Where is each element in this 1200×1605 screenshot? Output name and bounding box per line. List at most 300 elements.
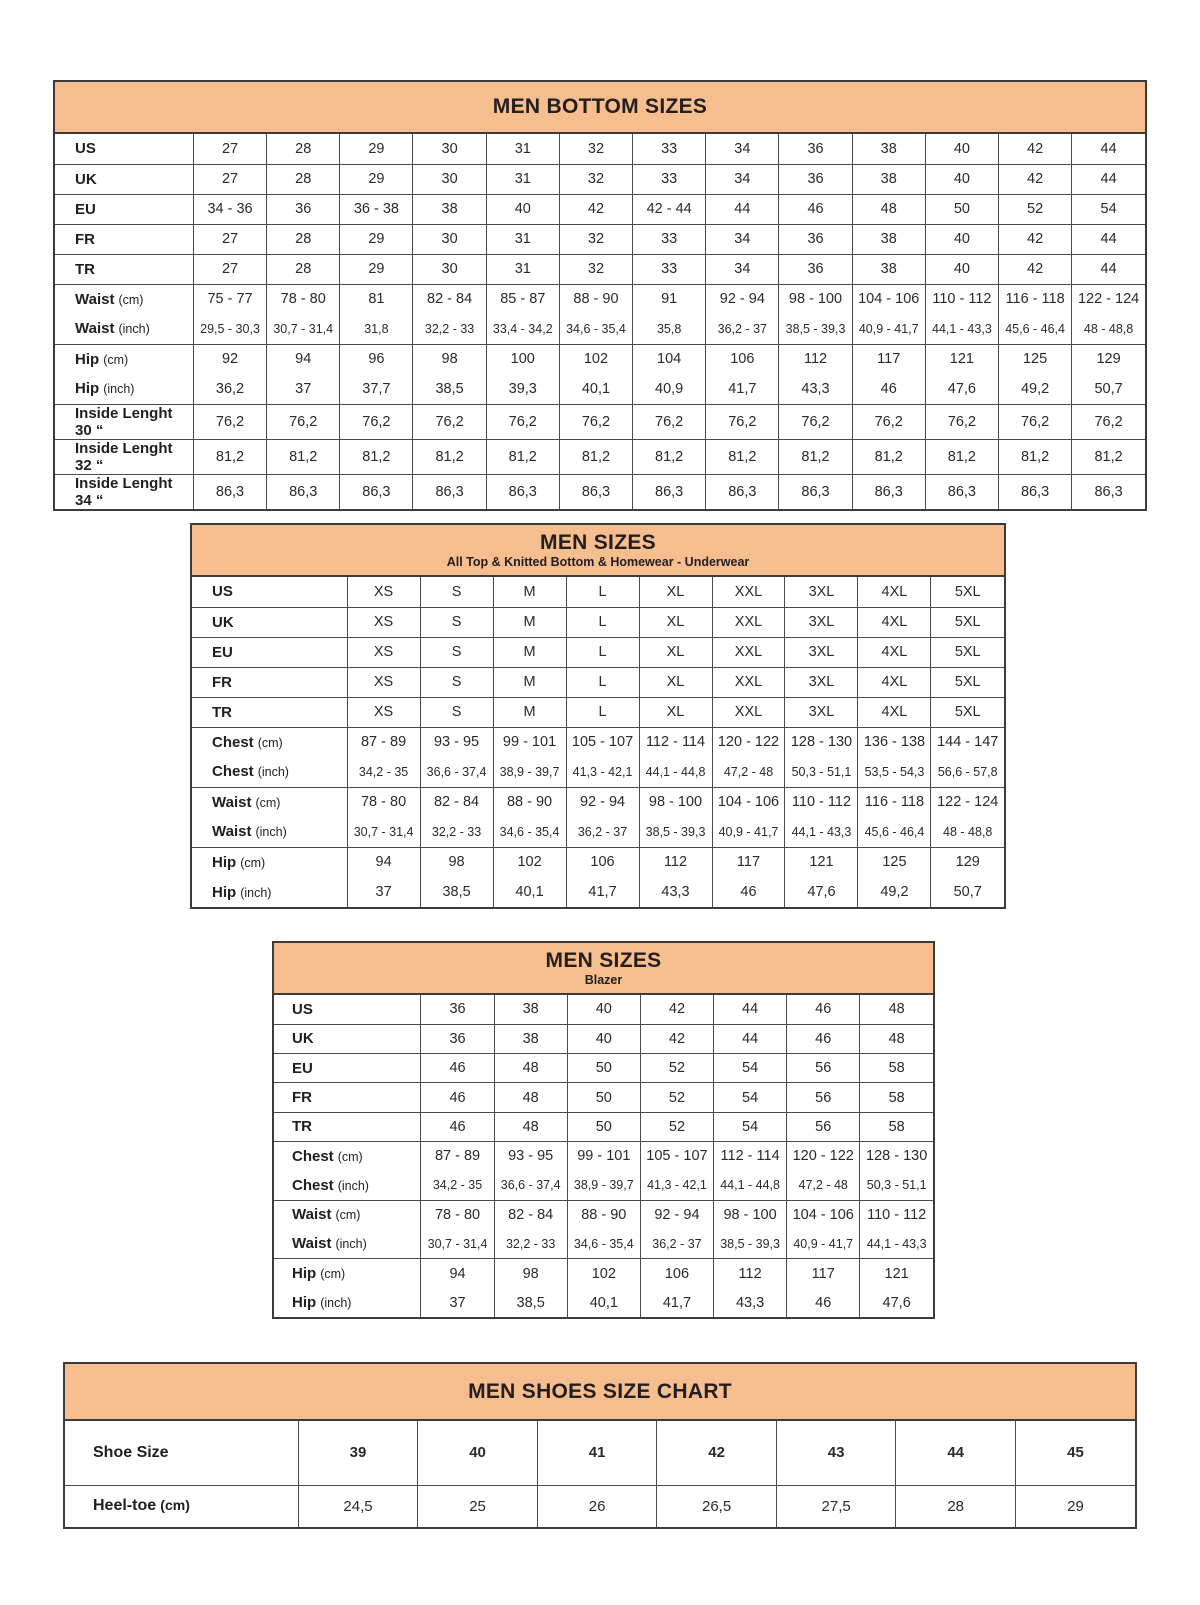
row-label: Chest [212,763,254,781]
row-label-cell [55,134,193,164]
size-value-cell: XXL [712,637,785,667]
row-label-cell [55,314,193,344]
size-value-cell: 86,3 [413,474,486,509]
size-value-cell: 4XL [858,637,931,667]
size-value-cell: 44 [1072,224,1145,254]
size-value-cell: 78 - 80 [347,787,420,817]
size-value-cell: 56 [787,1112,860,1141]
table-row [192,697,1004,727]
size-value-cell: 98 [494,1259,567,1288]
size-value-cell: 42 [998,224,1071,254]
row-label: Hip [75,380,100,398]
row-label-cell [55,224,193,254]
size-value-cell: 56 [787,1083,860,1112]
row-label-cell [192,637,347,667]
size-value-cell: 42 [998,254,1071,284]
size-value-cell: 46 [712,877,785,907]
size-value-cell: 38,9 - 39,7 [493,757,566,787]
size-value-cell: 76,2 [852,404,925,439]
table-header [65,1364,1135,1421]
row-label-cell [274,1054,421,1083]
size-value-cell: 125 [858,847,931,877]
size-value-cell: 5XL [931,667,1004,697]
size-value-cell: 144 - 147 [931,727,1004,757]
size-value-cell: 128 - 130 [860,1141,933,1170]
size-value-cell: 78 - 80 [267,284,340,314]
table-row [65,1421,1135,1485]
size-value-cell: 50 [925,194,998,224]
size-value-cell: 27 [193,254,266,284]
row-label-cell [274,1288,421,1317]
table-row [192,787,1004,817]
row-label-cell [192,877,347,907]
row-label: FR [75,230,95,248]
size-value-cell: 88 - 90 [567,1200,640,1229]
row-label-cell [274,1171,421,1200]
size-value-cell: 105 - 107 [566,727,639,757]
size-value-cell: 44 [714,1024,787,1053]
size-value-cell: 44 [896,1421,1016,1485]
table-row [274,995,933,1024]
size-value-cell: 36 [779,164,852,194]
row-label-cell [192,757,347,787]
size-value-cell: XS [347,607,420,637]
size-value-cell: 34 [706,164,779,194]
size-value-cell: 31 [486,134,559,164]
size-value-cell: 50,3 - 51,1 [860,1171,933,1200]
size-value-cell: 48 [860,1024,933,1053]
size-value-cell: 76,2 [193,404,266,439]
table-row [55,164,1145,194]
size-value-cell: 40 [418,1421,538,1485]
size-value-cell: XS [347,577,420,607]
size-value-cell: 44 [706,194,779,224]
size-value-cell: XS [347,637,420,667]
size-value-cell: 34,2 - 35 [347,757,420,787]
size-value-cell: 40,9 - 41,7 [852,314,925,344]
table-row [55,224,1145,254]
size-value-cell: 33,4 - 34,2 [486,314,559,344]
size-value-cell: 44,1 - 43,3 [860,1229,933,1258]
table-subtitle: Blazer [584,972,623,987]
size-value-cell: 47,6 [785,877,858,907]
size-value-cell: 43,3 [714,1288,787,1317]
size-value-cell: 33 [633,164,706,194]
size-value-cell: 136 - 138 [858,727,931,757]
size-value-cell: 86,3 [1072,474,1145,509]
size-value-cell: 129 [931,847,1004,877]
table-row [55,404,1145,439]
size-value-cell: 106 [706,344,779,374]
size-value-cell: 34 [706,134,779,164]
size-value-cell: 98 [413,344,486,374]
row-unit: (inch) [118,322,150,337]
row-label-cell [274,1200,421,1229]
size-value-cell: 87 - 89 [421,1141,494,1170]
size-value-cell: 46 [421,1112,494,1141]
size-value-cell: 32,2 - 33 [494,1229,567,1258]
row-unit: (inch) [255,825,287,840]
size-value-cell: 48 [494,1083,567,1112]
size-value-cell: 28 [267,164,340,194]
size-value-cell: 36,2 - 37 [640,1229,713,1258]
size-value-cell: 86,3 [706,474,779,509]
size-value-cell: 44,1 - 44,8 [639,757,712,787]
size-value-cell: 81,2 [340,439,413,474]
size-value-cell: 36 [421,995,494,1024]
size-value-cell: 36 [267,194,340,224]
men-sizes-top-table [190,523,1006,909]
size-value-cell: 38,5 - 39,3 [779,314,852,344]
size-value-cell: 50 [567,1112,640,1141]
size-value-cell: 87 - 89 [347,727,420,757]
size-value-cell: 28 [267,224,340,254]
row-unit: (inch) [320,1296,352,1311]
table-row [55,474,1145,509]
size-value-cell: 36,6 - 37,4 [494,1171,567,1200]
size-value-cell: 50,7 [931,877,1004,907]
row-label: UK [212,613,234,631]
row-label: EU [212,643,233,661]
row-unit: (cm) [160,1497,190,1514]
row-label-cell [55,474,193,509]
size-value-cell: 81,2 [706,439,779,474]
row-unit: (cm) [335,1208,361,1223]
row-label-cell [274,995,421,1024]
size-value-cell: 85 - 87 [486,284,559,314]
size-value-cell: 102 [567,1259,640,1288]
size-value-cell: 82 - 84 [494,1200,567,1229]
size-value-cell: 93 - 95 [420,727,493,757]
size-value-cell: 38 [852,134,925,164]
row-unit: (cm) [257,735,283,750]
size-value-cell: 30,7 - 31,4 [267,314,340,344]
size-value-cell: 50,3 - 51,1 [785,757,858,787]
size-value-cell: 38 [494,1024,567,1053]
size-value-cell: 46 [852,374,925,404]
size-value-cell: 32 [559,134,632,164]
size-value-cell: 54 [714,1083,787,1112]
table-row [274,1259,933,1288]
size-value-cell: 48 - 48,8 [1072,314,1145,344]
size-value-cell: 29 [1015,1485,1135,1527]
row-label: US [75,140,96,158]
size-value-cell: 27 [193,164,266,194]
row-label: Inside Lenght 34 “ [75,474,173,509]
size-value-cell: 76,2 [925,404,998,439]
size-value-cell: 44,1 - 44,8 [714,1171,787,1200]
row-label: Chest [292,1147,334,1165]
table-row [192,877,1004,907]
size-value-cell: 86,3 [267,474,340,509]
row-label-cell [192,697,347,727]
size-value-cell: 47,6 [925,374,998,404]
table-row [192,727,1004,757]
table-row [274,1288,933,1317]
row-label-cell [192,577,347,607]
size-value-cell: 34,6 - 35,4 [559,314,632,344]
size-value-cell: 58 [860,1054,933,1083]
table-row [192,817,1004,847]
table-row [274,1229,933,1258]
row-label-cell [192,817,347,847]
size-value-cell: 3XL [785,577,858,607]
size-value-cell: 40 [925,134,998,164]
table-row [274,1200,933,1229]
size-value-cell: 34,6 - 35,4 [567,1229,640,1258]
size-value-cell: 30 [413,164,486,194]
men-sizes-blazer-table [272,941,935,1319]
size-value-cell: 40,9 - 41,7 [712,817,785,847]
size-value-cell: 81,2 [559,439,632,474]
size-value-cell: 40,9 - 41,7 [787,1229,860,1258]
row-label-cell [192,727,347,757]
size-value-cell: 38 [852,164,925,194]
size-value-cell: 38 [494,995,567,1024]
size-value-cell: 35,8 [633,314,706,344]
table-row [55,284,1145,314]
size-value-cell: 45,6 - 46,4 [998,314,1071,344]
size-value-cell: 27,5 [776,1485,896,1527]
size-value-cell: 76,2 [633,404,706,439]
size-value-cell: XS [347,667,420,697]
table-row [274,1054,933,1083]
size-value-cell: 28 [267,134,340,164]
row-label: FR [292,1089,312,1107]
row-label-cell [192,667,347,697]
size-value-cell: 48 - 48,8 [931,817,1004,847]
size-value-cell: 33 [633,254,706,284]
size-value-cell: 37 [267,374,340,404]
size-value-cell: 27 [193,224,266,254]
size-value-cell: 86,3 [925,474,998,509]
size-value-cell: 42 [998,164,1071,194]
size-value-cell: 91 [633,284,706,314]
size-value-cell: 30,7 - 31,4 [421,1229,494,1258]
row-label-cell [274,1229,421,1258]
size-value-cell: 81 [340,284,413,314]
size-value-cell: S [420,607,493,637]
size-value-cell: 32 [559,224,632,254]
row-label: TR [212,703,232,721]
table-row [55,344,1145,374]
size-value-cell: 82 - 84 [420,787,493,817]
row-label-cell [274,1024,421,1053]
table-row [55,439,1145,474]
size-value-cell: 76,2 [340,404,413,439]
size-value-cell: 104 - 106 [712,787,785,817]
size-value-cell: 29,5 - 30,3 [193,314,266,344]
size-value-cell: 121 [860,1259,933,1288]
size-value-cell: 42 [640,995,713,1024]
size-value-cell: 4XL [858,667,931,697]
size-value-cell: 27 [193,134,266,164]
size-value-cell: 110 - 112 [925,284,998,314]
row-label-cell [55,344,193,374]
size-value-cell: 81,2 [413,439,486,474]
size-value-cell: 40 [925,254,998,284]
size-value-cell: 100 [486,344,559,374]
size-value-cell: 31 [486,254,559,284]
size-value-cell: L [566,667,639,697]
size-value-cell: 39 [298,1421,418,1485]
row-label: Inside Lenght 30 “ [75,404,173,439]
size-value-cell: 40 [925,164,998,194]
size-value-cell: 34,2 - 35 [421,1171,494,1200]
row-label: EU [292,1059,313,1077]
size-value-cell: 112 [714,1259,787,1288]
size-value-cell: 30,7 - 31,4 [347,817,420,847]
men-sizes-top-grid [192,577,1004,907]
size-value-cell: 3XL [785,667,858,697]
row-label: US [292,1000,313,1018]
size-value-cell: 46 [421,1054,494,1083]
size-value-cell: 33 [633,134,706,164]
table-row [55,314,1145,344]
size-value-cell: 28 [896,1485,1016,1527]
size-value-cell: 3XL [785,697,858,727]
table-subtitle: All Top & Knitted Bottom & Homewear - Underwear [446,554,750,569]
row-label: Hip [292,1265,317,1283]
size-value-cell: 38,5 [420,877,493,907]
size-value-cell: 44,1 - 43,3 [925,314,998,344]
size-value-cell: 42 [559,194,632,224]
size-value-cell: 76,2 [559,404,632,439]
size-value-cell: XL [639,637,712,667]
size-value-cell: 36 [779,134,852,164]
size-value-cell: 48 [852,194,925,224]
size-value-cell: 26,5 [657,1485,777,1527]
size-value-cell: M [493,697,566,727]
size-value-cell: 36 [421,1024,494,1053]
size-value-cell: M [493,667,566,697]
size-value-cell: 31 [486,224,559,254]
size-value-cell: 82 - 84 [413,284,486,314]
size-value-cell: 40 [486,194,559,224]
row-label: Hip [292,1294,317,1312]
size-value-cell: 125 [998,344,1071,374]
table-row [274,1112,933,1141]
size-value-cell: 48 [494,1054,567,1083]
size-value-cell: 41 [537,1421,657,1485]
size-value-cell: 54 [714,1054,787,1083]
row-unit: (inch) [240,885,272,900]
size-value-cell: 86,3 [779,474,852,509]
size-value-cell: 36,2 - 37 [566,817,639,847]
row-label: UK [292,1030,314,1048]
row-unit: (cm) [320,1267,346,1282]
table-row [192,577,1004,607]
size-value-cell: 50 [567,1054,640,1083]
table-header [274,943,933,995]
size-value-cell: 36 [779,224,852,254]
row-label-cell [192,787,347,817]
size-value-cell: 29 [340,164,413,194]
men-bottom-sizes-table [53,80,1147,511]
size-value-cell: 93 - 95 [494,1141,567,1170]
size-value-cell: 98 - 100 [714,1200,787,1229]
size-value-cell: 37 [421,1288,494,1317]
size-value-cell: XXL [712,577,785,607]
row-unit: (inch) [335,1237,367,1252]
size-value-cell: 29 [340,134,413,164]
size-value-cell: 5XL [931,697,1004,727]
size-value-cell: 25 [418,1485,538,1527]
size-value-cell: 81,2 [633,439,706,474]
size-value-cell: 88 - 90 [493,787,566,817]
size-value-cell: 31 [486,164,559,194]
size-value-cell: XXL [712,667,785,697]
table-row [192,667,1004,697]
size-value-cell: 99 - 101 [567,1141,640,1170]
size-value-cell: 76,2 [413,404,486,439]
size-value-cell: 45,6 - 46,4 [858,817,931,847]
size-value-cell: 37 [347,877,420,907]
size-value-cell: 122 - 124 [931,787,1004,817]
table-row [192,637,1004,667]
size-value-cell: 121 [785,847,858,877]
size-value-cell: 58 [860,1112,933,1141]
size-value-cell: 104 - 106 [787,1200,860,1229]
table-row [55,134,1145,164]
table-title: MEN BOTTOM SIZES [492,95,708,118]
row-unit: (cm) [118,292,144,307]
size-value-cell: 41,7 [706,374,779,404]
row-unit: (inch) [337,1178,369,1193]
row-label-cell [65,1421,298,1485]
table-header [192,525,1004,577]
size-value-cell: 32 [559,164,632,194]
size-value-cell: 102 [493,847,566,877]
row-label-cell [274,1112,421,1141]
size-value-cell: 116 - 118 [998,284,1071,314]
row-unit: (inch) [257,765,289,780]
size-value-cell: 29 [340,254,413,284]
size-value-cell: 43 [776,1421,896,1485]
size-value-cell: 40,1 [493,877,566,907]
size-value-cell: 117 [712,847,785,877]
size-value-cell: 46 [787,1024,860,1053]
table-row [65,1485,1135,1527]
size-value-cell: 38 [852,224,925,254]
size-value-cell: 81,2 [267,439,340,474]
size-value-cell: 81,2 [852,439,925,474]
size-value-cell: 37,7 [340,374,413,404]
size-value-cell: 47,6 [860,1288,933,1317]
row-label: Hip [212,883,237,901]
size-value-cell: 42 [640,1024,713,1053]
size-value-cell: 4XL [858,697,931,727]
size-value-cell: 50 [567,1083,640,1112]
size-value-cell: 30 [413,254,486,284]
size-value-cell: 47,2 - 48 [712,757,785,787]
row-label: Inside Lenght 32 “ [75,439,173,474]
size-value-cell: 76,2 [779,404,852,439]
size-value-cell: 81,2 [779,439,852,474]
size-value-cell: 81,2 [925,439,998,474]
size-value-cell: 41,3 - 42,1 [566,757,639,787]
table-row [274,1171,933,1200]
row-label-cell [55,284,193,314]
row-label: Heel-toe [93,1497,157,1515]
size-value-cell: 38,5 - 39,3 [639,817,712,847]
table-header [55,82,1145,134]
size-value-cell: XL [639,697,712,727]
size-value-cell: 86,3 [633,474,706,509]
size-value-cell: 52 [640,1112,713,1141]
size-value-cell: 117 [787,1259,860,1288]
row-label-cell [55,194,193,224]
